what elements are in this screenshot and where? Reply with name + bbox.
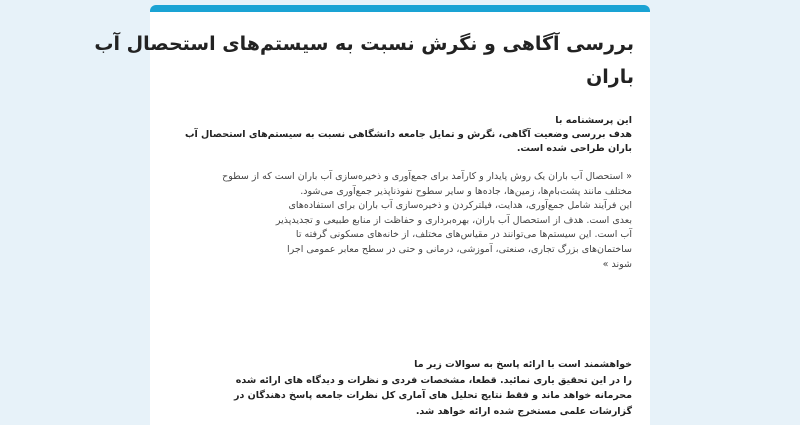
form-title-line: باران xyxy=(586,66,634,88)
form-card xyxy=(94,5,650,425)
form-title-line: بررسی آگاهی و نگرش نسبت به سیستم‌های استحصال آب xyxy=(94,33,634,55)
intro-line: باران طراحی شده است. xyxy=(516,143,632,154)
quote-line: ساختمان‌های بزرگ تجاری، صنعتی، آموزشی، درمانی و حتی در سطح معابر عمومی اجرا xyxy=(286,243,632,255)
form-description-quote xyxy=(190,170,632,272)
quote-line: آب است. این سیستم‌ها می‌توانند در مقیاس‌های مختلف، از خانه‌های مسکونی گرفته تا xyxy=(295,229,632,241)
quote-line: شوند » xyxy=(602,258,632,270)
request-line: را در این تحقیق یاری نمائید. قطعا، مشخصات فردی و نظرات و دیدگاه های ارائه شده xyxy=(235,374,632,386)
request-line: گزارشات علمی مستخرج شده ارائه خواهد شد. xyxy=(415,405,632,417)
quote-line: این فرآیند شامل جمع‌آوری، هدایت، فیلترکردن و ذخیره‌سازی آب باران برای استفاده‌های xyxy=(288,200,632,212)
form-title xyxy=(94,28,634,94)
form-request-text xyxy=(180,357,632,419)
form-intro xyxy=(180,114,632,156)
request-line: خواهشمند است با ارائه پاسخ به سوالات زیر ما xyxy=(414,359,632,370)
quote-line: « استحصال آب باران یک روش پایدار و کارآمد برای جمع‌آوری و ذخیره‌سازی آب باران است که از سطوح xyxy=(222,171,632,182)
request-line: محرمانه خواهد ماند و فقط نتایج تحلیل های آماری کل نظرات جامعه پاسخ دهندگان در xyxy=(234,390,632,401)
quote-line: بعدی است. هدف از استحصال آب باران، بهره‌برداری و حفاظت از منابع طبیعی و تجدیدپذیر xyxy=(275,214,632,226)
intro-line: این پرسشنامه با xyxy=(555,115,632,126)
intro-line: هدف بررسی وضعیت آگاهی، نگرش و تمایل جامعه دانشگاهی نسبت به سیستم‌های استحصال آب xyxy=(184,129,632,140)
quote-line: مختلف مانند پشت‌بام‌ها، زمین‌ها، جاده‌ها و سایر سطوح نفوذناپذیر جمع‌آوری می‌شود. xyxy=(300,185,632,197)
